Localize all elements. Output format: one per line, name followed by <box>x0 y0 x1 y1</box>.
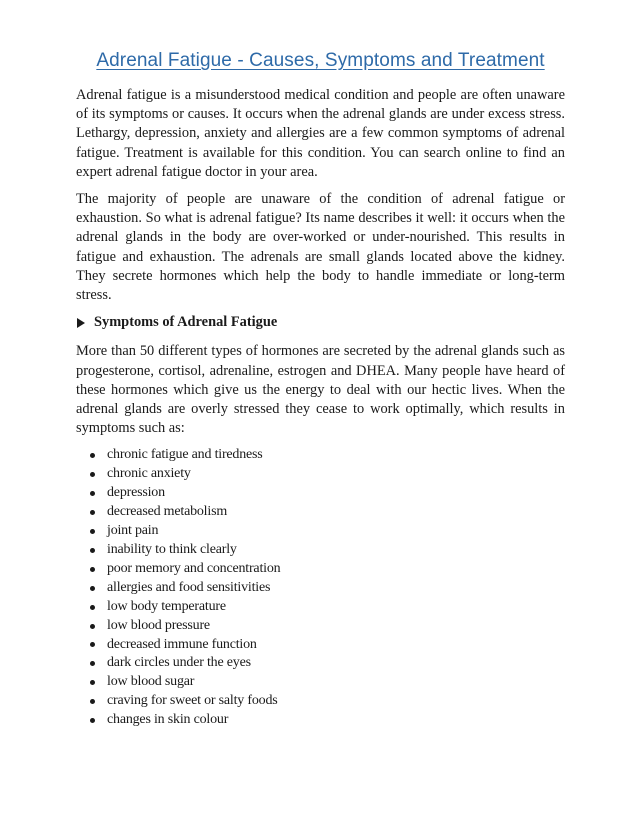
list-item <box>90 446 565 465</box>
bullet-icon <box>90 529 95 534</box>
section-heading <box>76 313 565 332</box>
list-item <box>90 579 565 598</box>
bullet-icon <box>90 605 95 610</box>
list-item-text: chronic anxiety <box>107 466 191 482</box>
list-item-text: chronic fatigue and tiredness <box>107 447 263 463</box>
section-paragraph: More than 50 different types of hormones are secreted by the adrenal glands such as progesterone, cortisol, adrenaline, estrogen and DHEA. Many people have heard of these hormones which give us the energy to deal with our hectic lives. When the adrenal glands are overly stressed they cease to work optimally, which results in symptoms such as: <box>76 343 565 437</box>
list-item <box>90 465 565 484</box>
list-item <box>90 598 565 617</box>
list-item <box>90 522 565 541</box>
list-item <box>90 711 565 730</box>
section-heading-text: Symptoms of Adrenal Fatigue <box>94 314 278 331</box>
document-title: Adrenal Fatigue - Causes, Symptoms and Treatment <box>96 50 545 71</box>
list-item-text: craving for sweet or salty foods <box>107 693 278 709</box>
list-item-text: changes in skin colour <box>107 712 229 728</box>
bullet-icon <box>90 453 95 458</box>
bullet-icon <box>90 510 95 515</box>
bullet-icon <box>90 472 95 477</box>
bullet-icon <box>90 699 95 704</box>
bullet-icon <box>90 718 95 723</box>
bullet-icon <box>90 624 95 629</box>
list-item-text: inability to think clearly <box>107 541 237 557</box>
bullet-icon <box>90 567 95 572</box>
bullet-icon <box>90 642 95 647</box>
intro-paragraph-2: The majority of people are unaware of the condition of adrenal fatigue or exhaustion. So what is adrenal fatigue? Its name describes it well: it occurs when the adrenal glands in the body are over-worked or under-nourished. This results in fatigue and exhaustion. The adrenals are small glands located above the kidney. They secrete hormones which help the body to handle immediate or long-term stress. <box>76 191 565 304</box>
list-item <box>90 692 565 711</box>
list-item-text: allergies and food sensitivities <box>107 579 271 595</box>
list-item-text: joint pain <box>107 523 159 539</box>
list-item <box>90 503 565 522</box>
list-item <box>90 541 565 560</box>
list-item <box>90 484 565 503</box>
list-item-text: depression <box>107 485 165 501</box>
intro-paragraph-1: Adrenal fatigue is a misunderstood medical condition and people are often unaware of its symptoms or causes. It occurs when the adrenal glands are under excess stress. Lethargy, depression, anxiety and allergies are a few common symptoms of adrenal fatigue. Treatment is available for this condition. You can search online to find an expert adrenal fatigue doctor in your area. <box>76 87 565 180</box>
list-item-text: decreased metabolism <box>107 504 228 520</box>
symptom-list <box>76 446 565 730</box>
list-item <box>90 617 565 636</box>
list-item <box>90 673 565 692</box>
bullet-icon <box>90 661 95 666</box>
list-item-text: low blood pressure <box>107 617 210 633</box>
bullet-icon <box>90 491 95 496</box>
list-item <box>90 654 565 673</box>
bullet-icon <box>90 680 95 685</box>
bullet-icon <box>90 586 95 591</box>
list-item <box>90 636 565 655</box>
list-item-text: decreased immune function <box>107 636 257 652</box>
list-item-text: low blood sugar <box>107 674 195 690</box>
list-item-text: low body temperature <box>107 598 226 614</box>
bullet-icon <box>90 548 95 553</box>
arrow-right-icon <box>77 318 85 328</box>
list-item-text: dark circles under the eyes <box>107 655 251 671</box>
list-item-text: poor memory and concentration <box>107 560 281 576</box>
list-item <box>90 560 565 579</box>
